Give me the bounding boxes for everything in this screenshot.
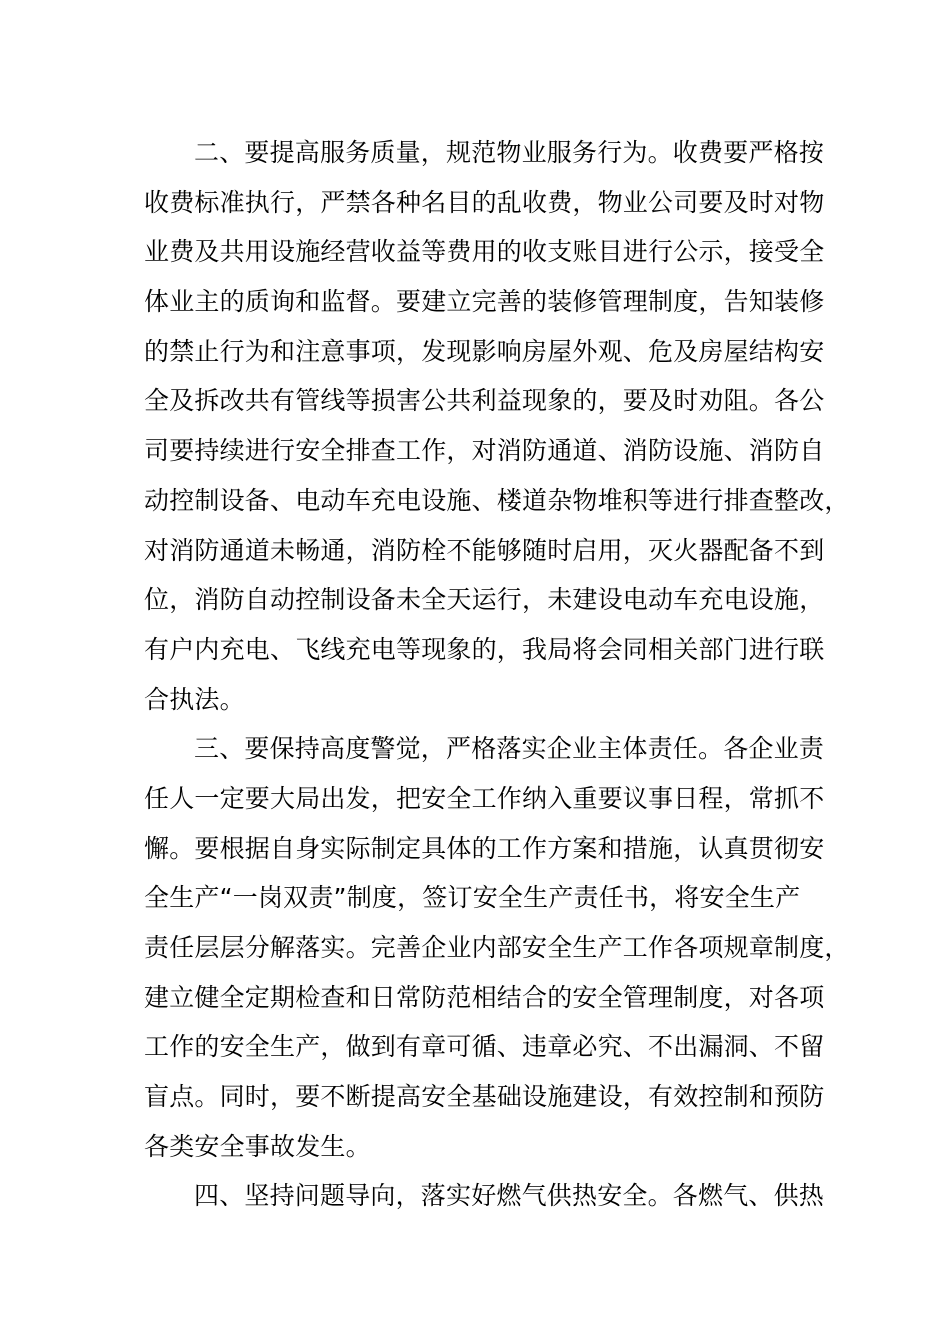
paragraph-2 [144, 128, 850, 724]
paragraph-4 [144, 1171, 824, 1221]
paragraph-line: 全生产“一岗双责”制度，签订安全生产责任书，将安全生产 [144, 883, 801, 913]
paragraph-line: 体业主的质询和监督。要建立完善的装修管理制度，告知装修 [144, 287, 825, 317]
paragraph-line: 任人一定要大局出发，把安全工作纳入重要议事日程，常抓不 [144, 783, 825, 813]
paragraph-line: 各类安全事故发生。 [144, 1131, 371, 1161]
paragraph-line: 合执法。 [144, 684, 245, 714]
document-body [144, 128, 850, 1221]
paragraph-line: 位，消防自动控制设备未全天运行，未建设电动车充电设施， [144, 585, 825, 615]
paragraph-line: 收费标准执行，严禁各种名目的乱收费，物业公司要及时对物 [144, 187, 825, 217]
paragraph-line: 对消防通道未畅通，消防栓不能够随时启用，灭火器配备不到 [144, 535, 825, 565]
paragraph-line: 全及拆改共有管线等损害公共利益现象的，要及时劝阻。各公 [144, 386, 825, 416]
paragraph-line: 动控制设备、电动车充电设施、楼道杂物堆积等进行排查整改， [144, 485, 850, 515]
paragraph-line: 工作的安全生产，做到有章可循、违章必究、不出漏洞、不留 [144, 1032, 825, 1062]
paragraph-3 [144, 724, 850, 1171]
paragraph-line: 有户内充电、飞线充电等现象的，我局将会同相关部门进行联 [144, 634, 825, 664]
paragraph-line: 责任层层分解落实。完善企业内部安全生产工作各项规章制度， [144, 933, 850, 962]
paragraph-line: 建立健全定期检查和日常防范相结合的安全管理制度，对各项 [144, 982, 825, 1012]
paragraph-line: 的禁止行为和注意事项，发现影响房屋外观、危及房屋结构安 [144, 336, 825, 366]
paragraph-line: 四、坚持问题导向，落实好燃气供热安全。各燃气、供热 [194, 1181, 825, 1211]
paragraph-line: 司要持续进行安全排查工作，对消防通道、消防设施、消防自 [144, 436, 825, 466]
paragraph-line: 懈。要根据自身实际制定具体的工作方案和措施，认真贯彻安 [144, 833, 825, 863]
paragraph-line: 三、要保持高度警觉，严格落实企业主体责任。各企业责 [194, 734, 825, 764]
paragraph-line: 业费及共用设施经营收益等费用的收支账目进行公示，接受全 [144, 237, 825, 267]
paragraph-line: 盲点。同时，要不断提高安全基础设施建设，有效控制和预防 [144, 1082, 825, 1112]
paragraph-line: 二、要提高服务质量，规范物业服务行为。收费要严格按 [194, 138, 825, 167]
